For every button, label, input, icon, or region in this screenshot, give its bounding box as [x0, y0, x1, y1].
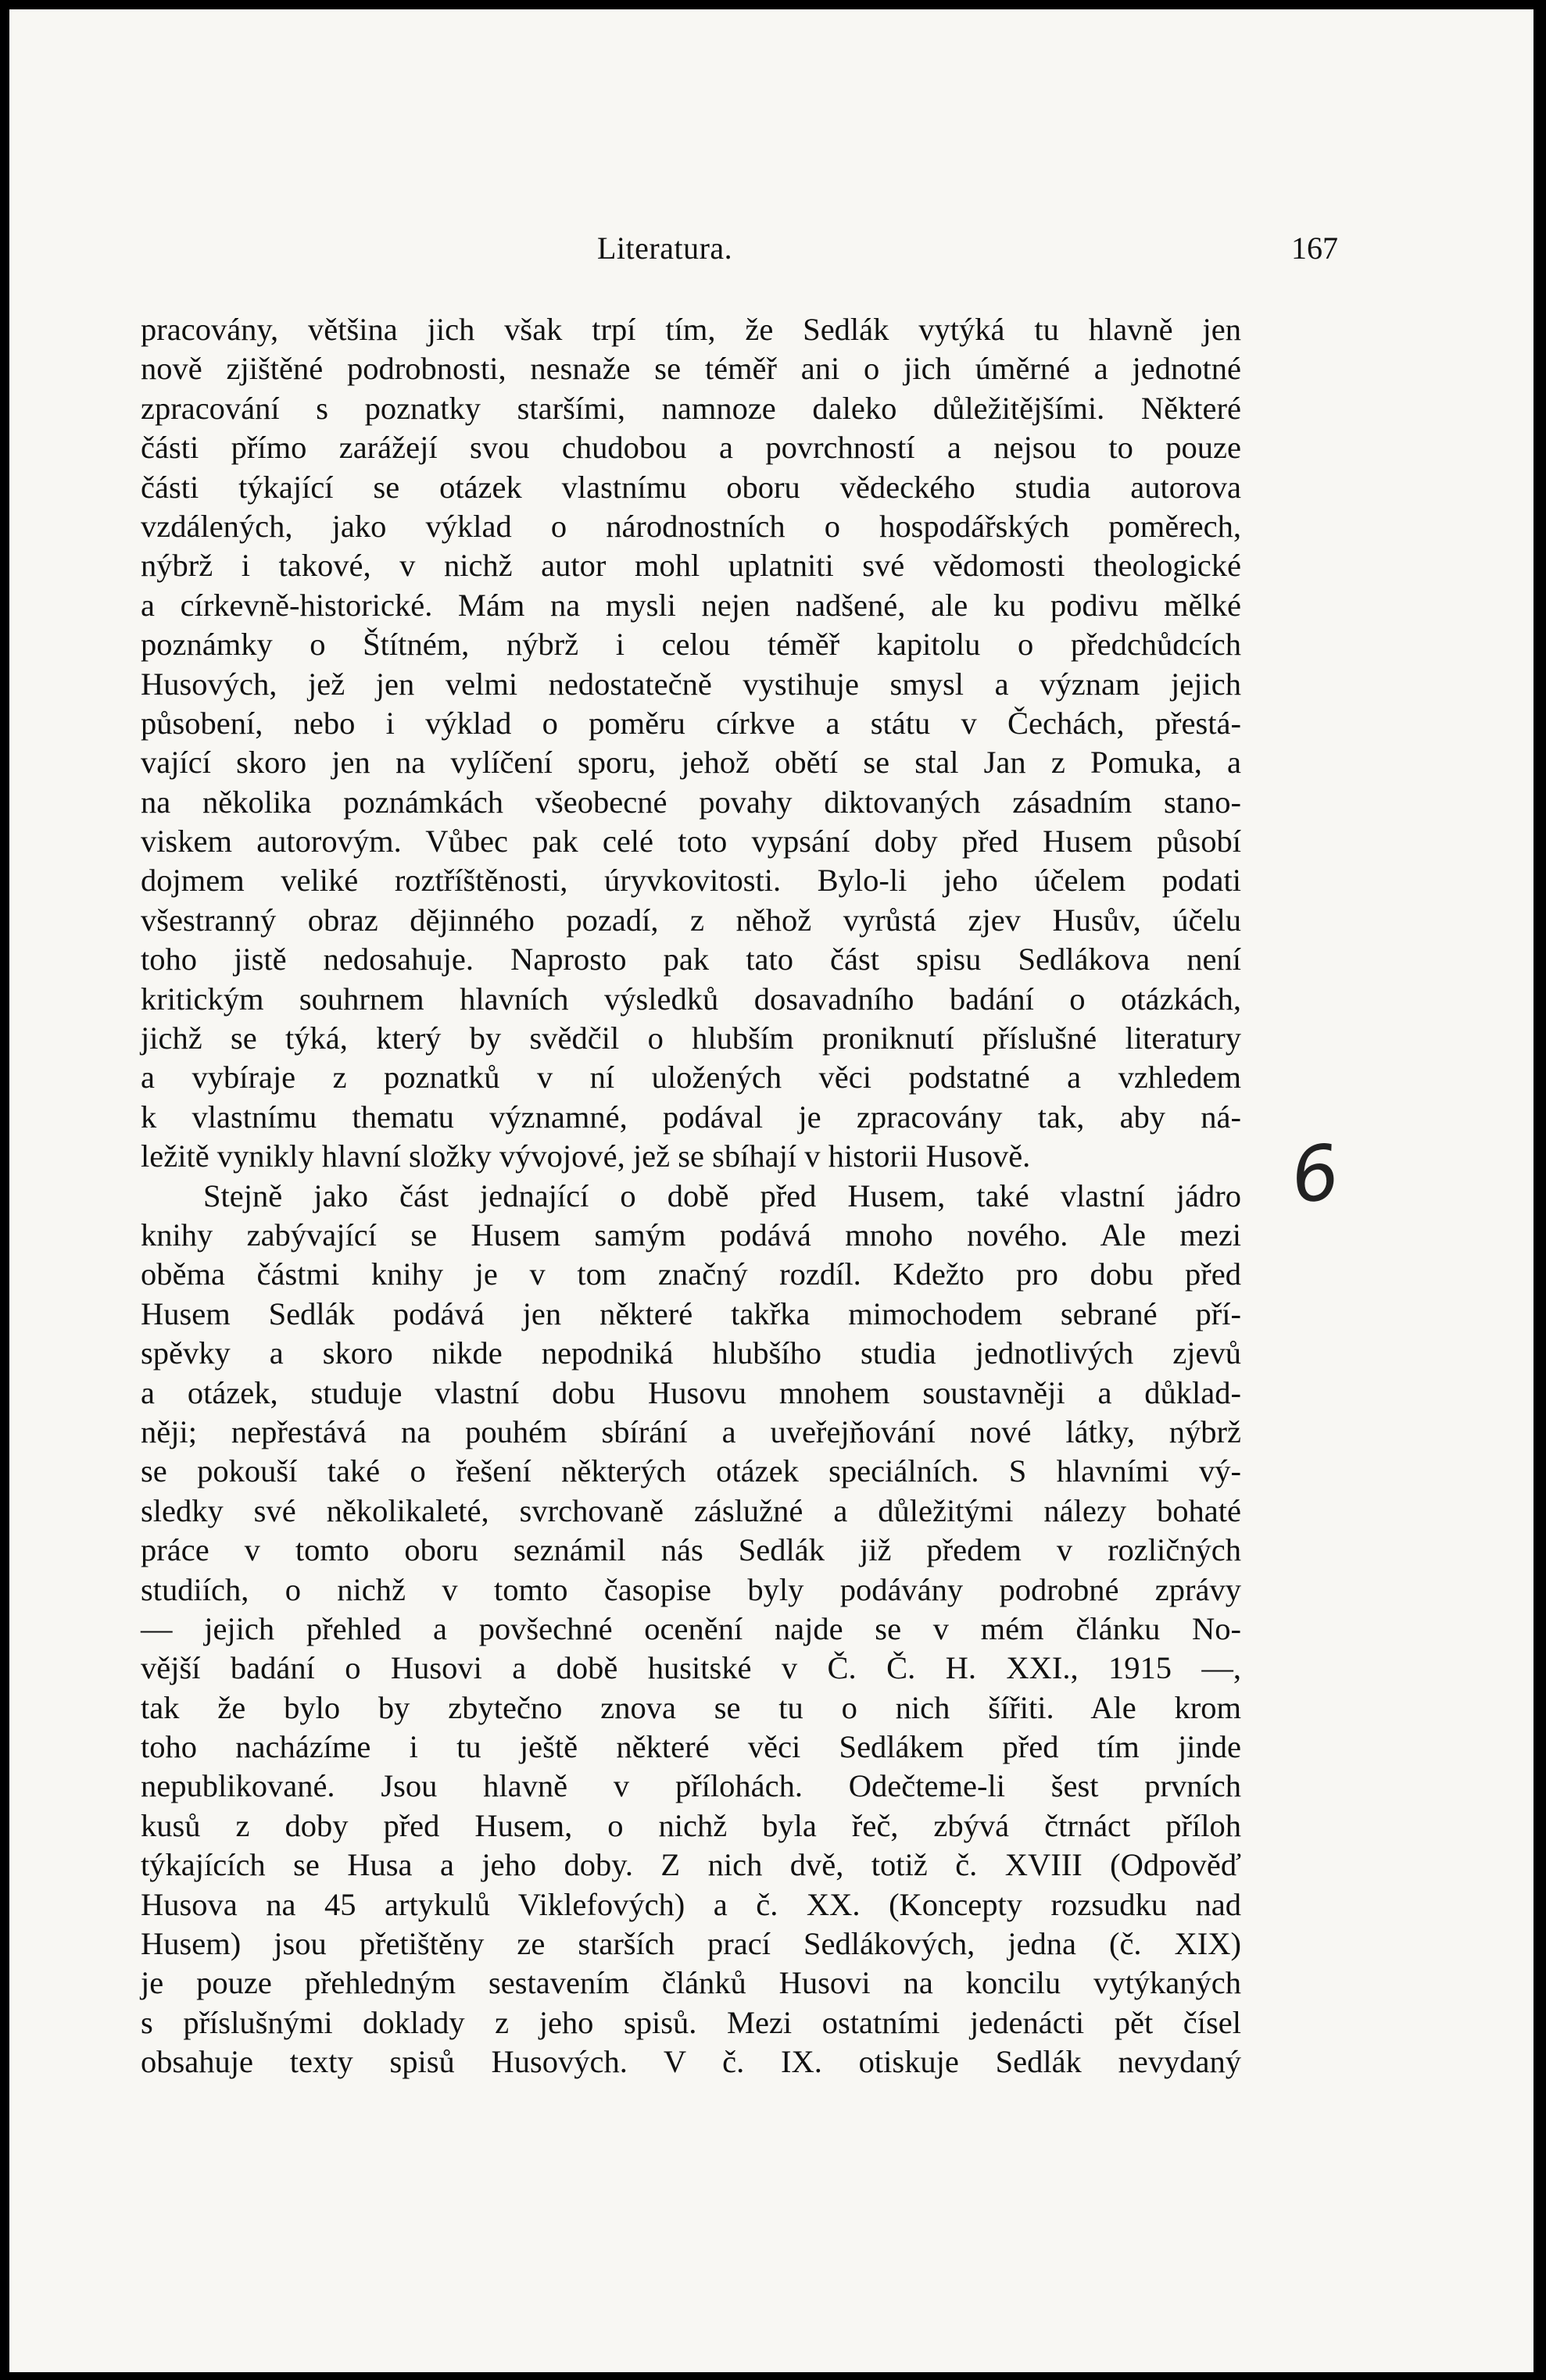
text-line: jichž se týká, který by svědčil o hlubším proniknutí příslušné literatury: [141, 1020, 1241, 1056]
text-line: části týkající se otázek vlastnímu oboru vědeckého studia autorova: [141, 469, 1241, 505]
text-line: nýbrž i takové, v nichž autor mohl uplatniti své vědomosti theologické: [141, 548, 1241, 584]
text-line: obsahuje texty spisů Husových. V č. IX. otiskuje Sedlák nevydaný: [141, 2044, 1241, 2080]
book-page: [9, 9, 1533, 2372]
page-header: [9, 230, 1533, 269]
text-line: části přímo zarážejí svou chudobou a povrchností a nejsou to pouze: [141, 430, 1241, 466]
text-line: kritickým souhrnem hlavních výsledků dosavadního badání o otázkách,: [141, 981, 1241, 1017]
text-line: knihy zabývající se Husem samým podává mnoho nového. Ale mezi: [141, 1217, 1241, 1253]
text-line: Husových, jež jen velmi nedostatečně vystihuje smysl a význam jejich: [141, 666, 1241, 702]
text-line: sledky své několikaleté, svrchovaně záslužné a důležitými nálezy bohaté: [141, 1492, 1241, 1528]
text-line: studiích, o nichž v tomto časopise byly podávány podrobné zprávy: [141, 1571, 1241, 1607]
text-line: toho jistě nedosahuje. Naprosto pak tato část spisu Sedlákova není: [141, 942, 1241, 977]
text-line: Husova na 45 artykulů Viklefových) a č. XX. (Koncepty rozsudku nad: [141, 1886, 1241, 1922]
text-line: vější badání o Husovi a době husitské v Č. Č. H. XXI., 1915 —,: [141, 1650, 1241, 1686]
text-line: toho nacházíme i tu ještě některé věci Sedlákem před tím jinde: [141, 1729, 1241, 1765]
text-line: týkajících se Husa a jeho doby. Z nich dvě, totiž č. XVIII (Odpověď: [141, 1847, 1241, 1883]
text-line: vající skoro jen na vylíčení sporu, jehož obětí se stal Jan z Pomuka, a: [141, 745, 1241, 781]
text-line: ležitě vynikly hlavní složky vývojové, jež se sbíhají v historii Husově.: [141, 1138, 1031, 1174]
text-line: — jejich přehled a povšechné ocenění najde se v mém článku No-: [141, 1610, 1241, 1646]
text-line: spěvky a skoro nikde nepodniká hlubšího studia jednotlivých zjevů: [141, 1335, 1241, 1371]
text-line: všestranný obraz dějinného pozadí, z něhož vyrůstá zjev Husův, účelu: [141, 902, 1241, 938]
text-line: na několika poznámkách všeobecné povahy diktovaných zásadním stano-: [141, 784, 1241, 820]
text-line: práce v tomto oboru seznámil nás Sedlák již předem v rozličných: [141, 1532, 1241, 1568]
body-text: [141, 310, 1241, 2082]
text-line: něji; nepřestává na pouhém sbírání a uveřejňování nové látky, nýbrž: [141, 1413, 1241, 1449]
page-number: 167: [1291, 230, 1338, 266]
text-line: k vlastnímu thematu významné, podával je zpracovány tak, aby ná-: [141, 1099, 1241, 1135]
text-line: Stejně jako část jednající o době před Husem, také vlastní jádro: [203, 1177, 1241, 1213]
text-line: působení, nebo i výklad o poměru církve a státu v Čechách, přestá-: [141, 705, 1241, 741]
text-line: dojmem veliké roztříštěnosti, úryvkovitosti. Bylo-li jeho účelem podati: [141, 863, 1241, 899]
text-line: a vybíraje z poznatků v ní uložených věci podstatné a vzhledem: [141, 1060, 1241, 1095]
text-line: se pokouší také o řešení některých otázek speciálních. S hlavními vý-: [141, 1453, 1241, 1489]
text-line: viskem autorovým. Vůbec pak celé toto vypsání doby před Husem působí: [141, 824, 1241, 859]
text-line: a otázek, studuje vlastní dobu Husovu mnohem soustavněji a důklad-: [141, 1374, 1241, 1410]
handwritten-margin-note: 6: [1285, 1127, 1345, 1221]
text-line: vzdálených, jako výklad o národnostních o hospodářských poměrech,: [141, 508, 1241, 544]
text-line: Husem Sedlák podává jen některé takřka mimochodem sebrané pří-: [141, 1295, 1241, 1331]
text-line: nově zjištěné podrobnosti, nesnaže se téměř ani o jich úměrné a jednotné: [141, 351, 1241, 387]
text-line: kusů z doby před Husem, o nichž byla řeč, zbývá čtrnáct příloh: [141, 1807, 1241, 1843]
text-line: pracovány, většina jich však trpí tím, že Sedlák vytýká tu hlavně jen: [141, 312, 1241, 347]
text-line: a církevně-historické. Mám na mysli nejen nadšené, ale ku podivu mělké: [141, 587, 1241, 623]
text-line: oběma částmi knihy je v tom značný rozdíl. Kdežto pro dobu před: [141, 1256, 1241, 1292]
text-line: zpracování s poznatky staršími, namnoze daleko důležitějšími. Některé: [141, 390, 1241, 426]
text-line: poznámky o Štítném, nýbrž i celou téměř kapitolu o předchůdcích: [141, 627, 1241, 663]
text-line: Husem) jsou přetištěny ze starších prací Sedlákových, jedna (č. XIX): [141, 1926, 1241, 1962]
text-line: nepublikované. Jsou hlavně v přílohách. Odečteme-li šest prvních: [141, 1768, 1241, 1804]
text-line: tak že bylo by zbytečno znova se tu o nich šířiti. Ale krom: [141, 1689, 1241, 1725]
running-title: Literatura.: [597, 230, 733, 266]
text-line: s příslušnými doklady z jeho spisů. Mezi ostatními jedenácti pět čísel: [141, 2004, 1241, 2040]
text-line: je pouze přehledným sestavením článků Husovi na koncilu vytýkaných: [141, 1965, 1241, 2001]
